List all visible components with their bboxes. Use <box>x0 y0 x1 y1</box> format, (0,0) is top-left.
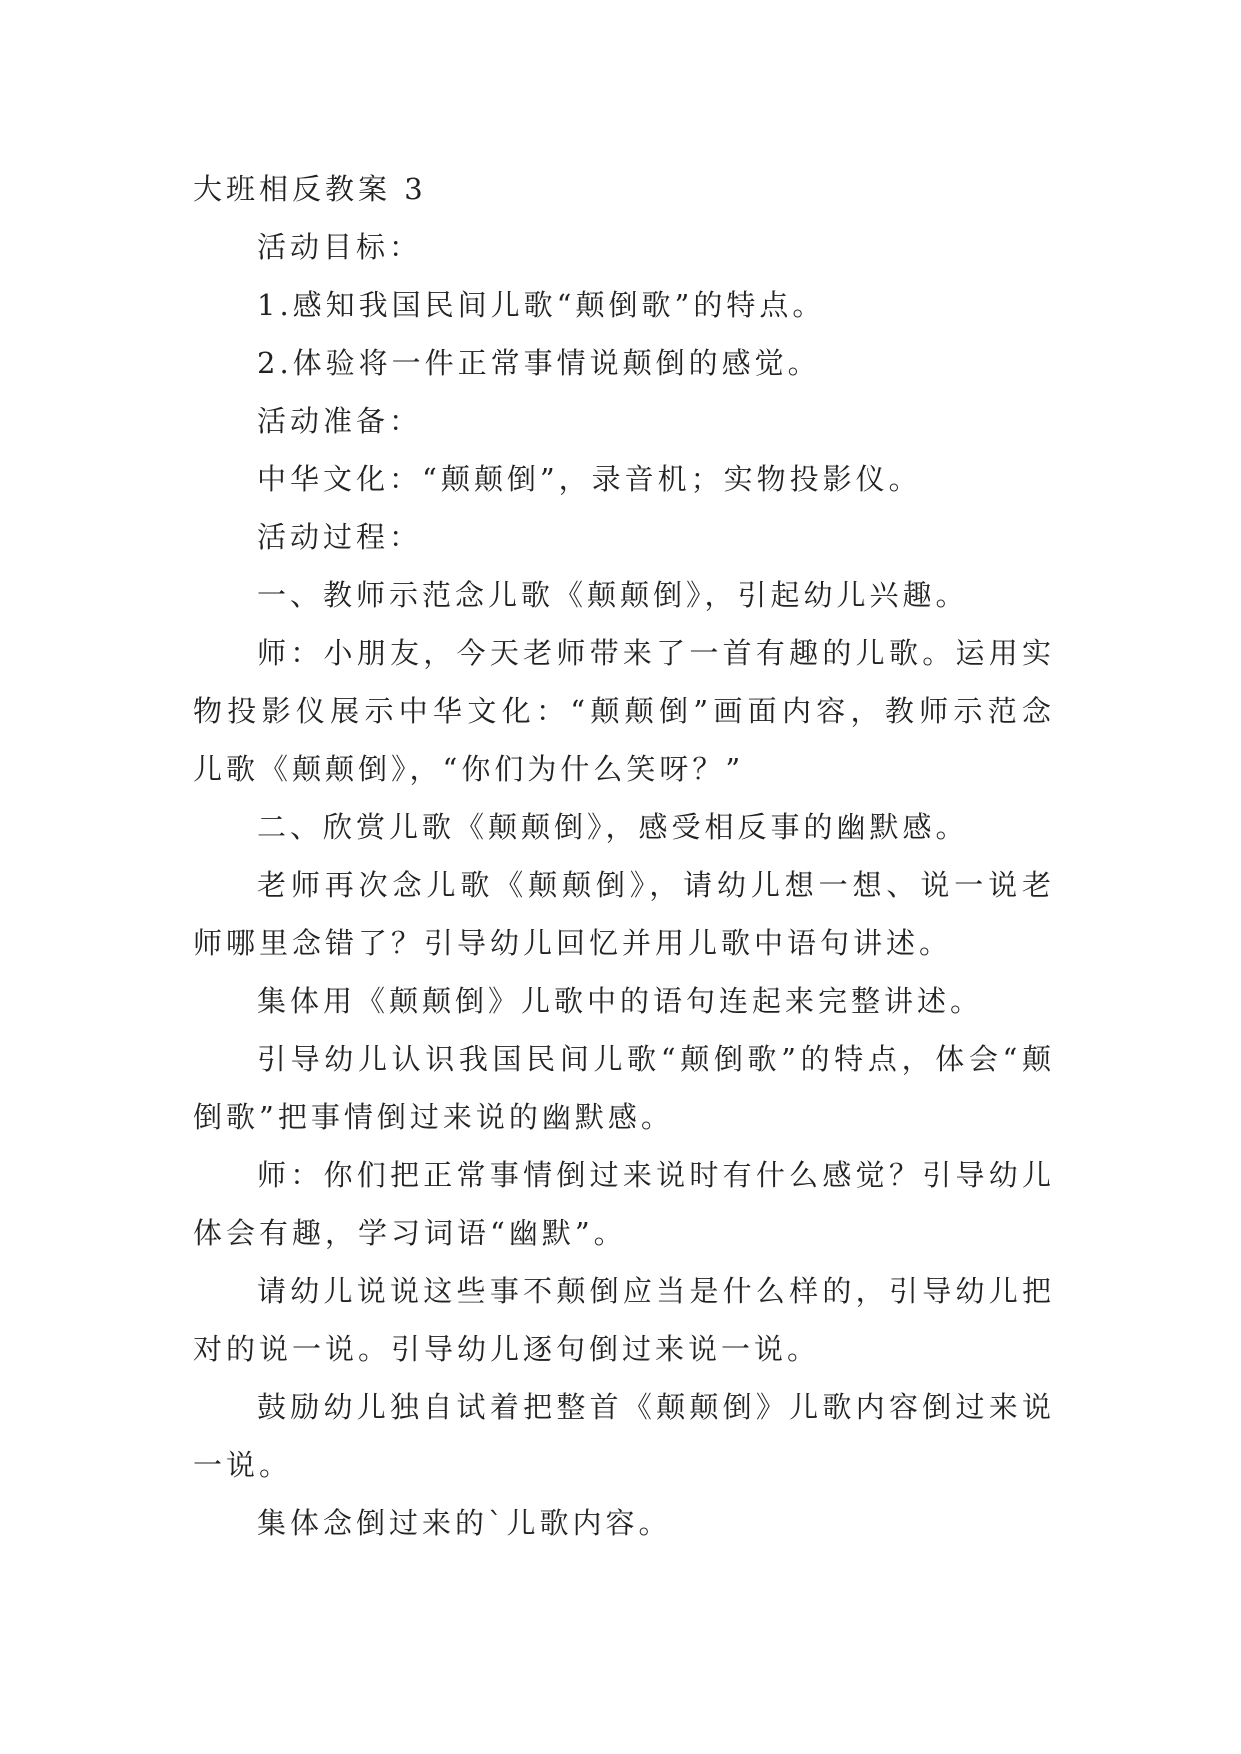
paragraph-group-recite: 集体念倒过来的`儿歌内容。 <box>257 1506 672 1540</box>
paragraph-step-2: 二、欣赏儿歌《颠颠倒》，感受相反事的幽默感。 <box>257 810 969 844</box>
paragraph-teacher-question: 师：你们把正常事情倒过来说时有什么感觉？引导幼儿体会有趣，学习词语“幽默”。 <box>193 1158 1055 1250</box>
paragraph-step-1: 一、教师示范念儿歌《颠颠倒》，引起幼儿兴趣。 <box>257 578 969 612</box>
paragraph-preparation-heading: 活动准备： <box>257 404 423 438</box>
paragraph-process-heading: 活动过程： <box>257 520 423 554</box>
paragraph-goal-1: 1.感知我国民间儿歌“颠倒歌”的特点。 <box>257 288 826 322</box>
document-body <box>193 160 1055 1552</box>
paragraph-encourage: 鼓励幼儿独自试着把整首《颠颠倒》儿歌内容倒过来说一说。 <box>193 1390 1055 1482</box>
paragraph-preparation-items: 中华文化：“颠颠倒”，录音机；实物投影仪。 <box>257 462 922 496</box>
paragraph-correct-version: 请幼儿说说这些事不颠倒应当是什么样的，引导幼儿把对的说一说。引导幼儿逐句倒过来说一说。 <box>193 1274 1055 1366</box>
paragraph-features: 引导幼儿认识我国民间儿歌“颠倒歌”的特点，体会“颠倒歌”把事情倒过来说的幽默感。 <box>193 1042 1055 1134</box>
paragraph-goals-heading: 活动目标： <box>257 230 423 264</box>
paragraph-reread: 老师再次念儿歌《颠颠倒》，请幼儿想一想、说一说老师哪里念错了？引导幼儿回忆并用儿歌中语句讲述。 <box>193 868 1055 960</box>
document-title: 大班相反教案 3 <box>193 172 427 206</box>
paragraph-group-retell: 集体用《颠颠倒》儿歌中的语句连起来完整讲述。 <box>257 984 984 1018</box>
paragraph-teacher-intro: 师：小朋友，今天老师带来了一首有趣的儿歌。运用实物投影仪展示中华文化：“颠颠倒”画面内容，教师示范念儿歌《颠颠倒》，“你们为什么笑呀？” <box>193 636 1055 786</box>
paragraph-goal-2: 2.体验将一件正常事情说颠倒的感觉。 <box>257 346 821 380</box>
